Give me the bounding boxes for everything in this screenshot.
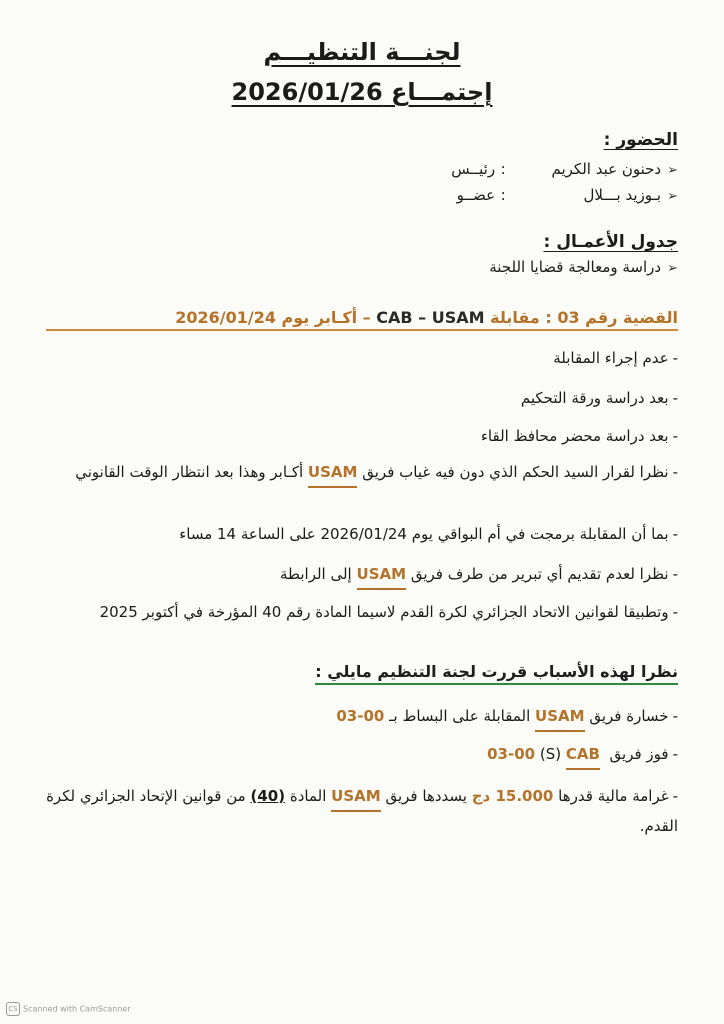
arrow-bullet-icon: ➢ [667, 163, 678, 178]
list-item: -عدم إجراء المقابلة [553, 349, 678, 367]
attendance-member-1: ➢دحنون عبد الكريم:رئيــس [451, 160, 678, 178]
decision-item: -غرامة مالية قدرها 15.000 دج يسددها فريق USAM المادة (40) من قوانين الإتحاد الجزائري لكرة القدم. [46, 782, 678, 840]
list-item: -بعد دراسة محضر محافظ القاء [480, 427, 678, 445]
list-item: -نظرا لعدم تقديم أي تبرير من طرف فريق USAM إلى الرابطة [46, 560, 678, 590]
scanner-watermark: CS Scanned with CamScanner [6, 1002, 131, 1016]
camscanner-logo-icon: CS [6, 1002, 20, 1016]
decision-title: نظرا لهذه الأسباب قررت لجنة التنظيم مايلي : [315, 662, 678, 685]
meeting-title: إجتمـــاع 2026/01/26 [231, 78, 493, 106]
case-title: القضية رقم 03 : مقابلة CAB – USAM – أكـابر يوم 2026/01/24 [46, 308, 678, 331]
decision-item: -فوز فريق CAB (S) 03-00 [46, 740, 678, 770]
arrow-bullet-icon: ➢ [667, 189, 678, 204]
agenda-item: ➢دراسة ومعالجة قضايا اللجنة [489, 258, 678, 276]
list-item: -بعد دراسة ورقة التحكيم [520, 389, 678, 407]
list-item: -بما أن المقابلة برمجت في أم البواقي يوم 2026/01/24 على الساعة 14 مساء [179, 525, 678, 543]
list-item: -وتطبيقا لقوانين الاتحاد الجزائري لكرة القدم لاسيما المادة رقم 40 المؤرخة في أكتوبر 2025 [99, 603, 678, 621]
decision-item: -خسارة فريق USAM المقابلة على البساط بـ 03-00 [46, 702, 678, 732]
attendance-member-2: ➢بـوزيد بـــلال:عضــو [456, 186, 678, 204]
arrow-bullet-icon: ➢ [667, 261, 678, 276]
agenda-title: جدول الأعمـال : [543, 232, 678, 252]
list-item: -نظرا لقرار السيد الحكم الذي دون فيه غياب فريق USAM أكـابر وهذا بعد انتظار الوقت القانوني [46, 458, 678, 488]
committee-title: لجنـــة التنظيـــم [263, 38, 461, 66]
meeting-date: 2026/01/26 [231, 78, 383, 106]
attendance-title: الحضور : [603, 130, 678, 150]
